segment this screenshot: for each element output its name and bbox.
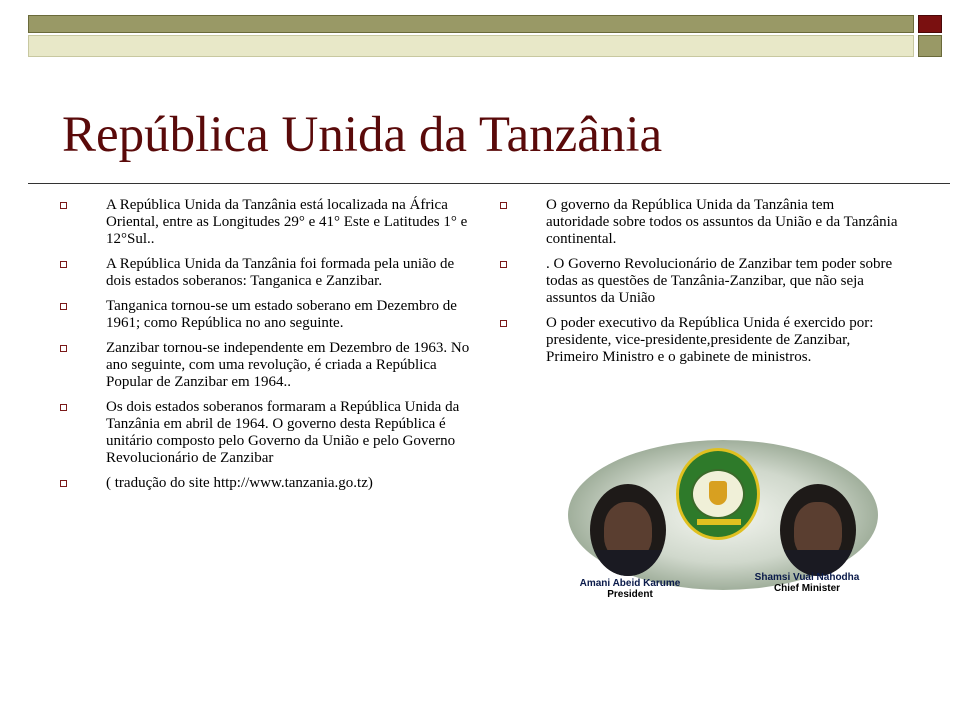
person2-role-caption: Chief Minister: [773, 583, 841, 594]
bullet-text: A República Unida da Tanzânia foi formada pela união de dois estados soberanos: Tanganica e Zanzibar.: [106, 256, 455, 289]
top-bar-maroon-block: [918, 15, 942, 33]
square-bullet-icon: [500, 261, 507, 268]
president-portrait: [590, 484, 666, 576]
bullet-item: [500, 256, 900, 307]
person1-name-caption: Amani Abeid Karume: [579, 578, 681, 589]
bullet-text: O poder executivo da República Unida é exercido por: presidente, vice-presidente,presidente de Zanzibar, Primeiro Ministro e o gabinete de ministros.: [546, 315, 874, 365]
bullet-item: [500, 315, 900, 366]
bullet-text: Os dois estados soberanos formaram a República Unida da Tanzânia em abril de 1964. O governo desta República é unitário composto pelo Governo da União e pelo Governo Revolucionário de Zanzibar: [106, 399, 460, 466]
bullet-item: [60, 340, 470, 391]
slide-title: República Unida da Tanzânia: [62, 107, 663, 163]
square-bullet-icon: [60, 480, 67, 487]
square-bullet-icon: [500, 320, 507, 327]
bullet-text: O governo da República Unida da Tanzânia tem autoridade sobre todos os assuntos da União e da Tanzânia continental.: [546, 197, 898, 247]
leaders-photo: [568, 432, 878, 604]
square-bullet-icon: [60, 261, 67, 268]
square-bullet-icon: [60, 303, 67, 310]
square-bullet-icon: [60, 202, 67, 209]
square-bullet-icon: [60, 345, 67, 352]
person1-role-caption: President: [607, 589, 653, 600]
bullet-item: [60, 399, 470, 467]
bullet-text: A República Unida da Tanzânia está localizada na África Oriental, entre as Longitudes 29° e 41° Este e Latitudes 1° e 12°Sul..: [106, 197, 468, 247]
bullet-text: ( tradução do site http://www.tanzania.go.tz): [106, 475, 373, 491]
decorative-top-bar: [28, 15, 942, 57]
bullet-text: Tanganica tornou-se um estado soberano em Dezembro de 1961; como República no ano seguinte.: [106, 298, 457, 331]
bullet-item: [500, 197, 900, 248]
title-divider: [28, 183, 950, 184]
top-bar-olive-strip: [28, 15, 914, 33]
person2-name-caption: Shamsi Vuai Nahodha: [754, 572, 860, 583]
zanzibar-emblem-icon: [676, 448, 760, 540]
chief-minister-portrait: [780, 484, 856, 576]
left-bullet-list: [60, 197, 470, 500]
top-bar-cream-strip: [28, 35, 914, 57]
right-bullet-list: [500, 197, 900, 374]
bullet-item: [60, 298, 470, 332]
bullet-item: [60, 197, 470, 248]
bullet-item: [60, 256, 470, 290]
bullet-text: Zanzibar tornou-se independente em Dezembro de 1963. No ano seguinte, com uma revolução, é criada a República Popular de Zanzibar em 1964..: [106, 340, 470, 390]
square-bullet-icon: [500, 202, 507, 209]
bullet-item: [60, 475, 470, 492]
square-bullet-icon: [60, 404, 67, 411]
bullet-text: . O Governo Revolucionário de Zanzibar tem poder sobre todas as questões de Tanzânia-Zanzibar, que não seja assuntos da União: [546, 256, 893, 306]
top-bar-olive-block: [918, 35, 942, 57]
